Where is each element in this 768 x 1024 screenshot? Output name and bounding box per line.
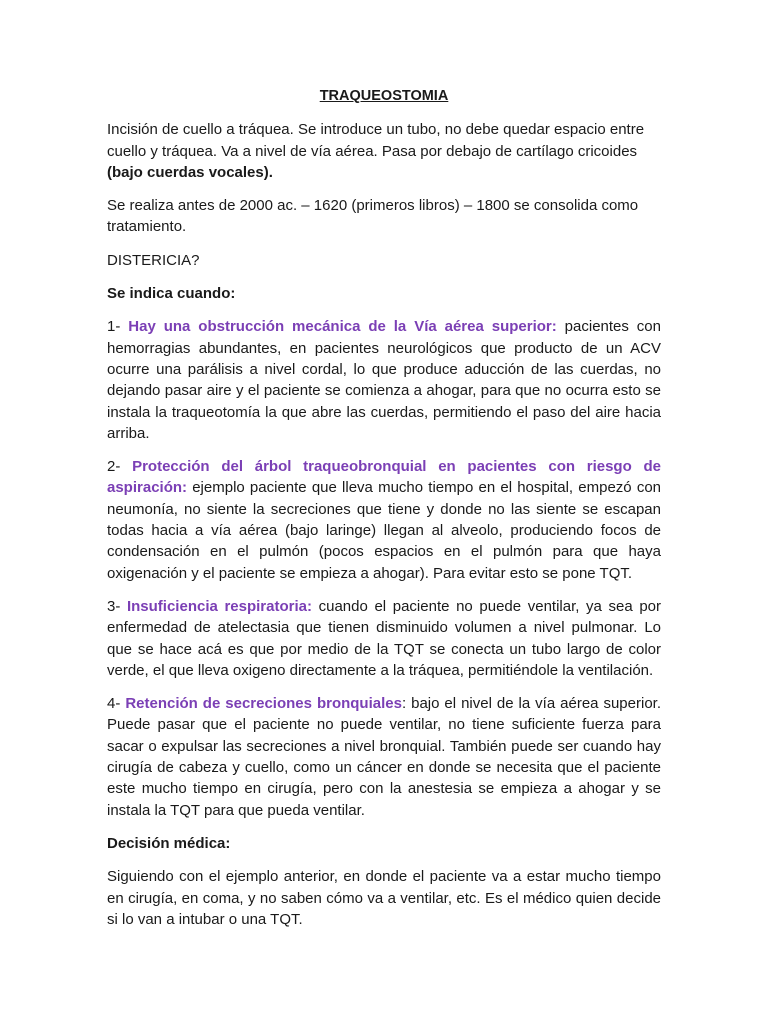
indication-number: 3- <box>107 597 127 615</box>
indication-text: ejemplo paciente que lleva mucho tiempo en el hospital, empezó con neumonía, no siente la secreciones que tiene y donde no las siente se escapan todas hacia a vía aérea (bajo laringe) llegan al alveolo, produciendo focos de condensación en el pulmón (pocos espacios en el pulmón para que haya oxigenación y el paciente se empieza a ahogar). Para evitar esto se pone TQT. <box>107 479 661 582</box>
indication-number: 4- <box>107 695 126 713</box>
indication-item <box>107 693 661 821</box>
indication-item <box>107 316 661 444</box>
indication-item <box>107 596 661 681</box>
intro-text: Incisión de cuello a tráquea. Se introduce un tubo, no debe quedar espacio entre cuello y tráquea. Va a nivel de vía aérea. Pasa por debajo de cartílago cricoides <box>107 121 645 160</box>
indication-item <box>107 456 661 584</box>
history-paragraph: Se realiza antes de 2000 ac. – 1620 (primeros libros) – 1800 se consolida como tratamiento. <box>107 197 639 236</box>
question-paragraph: DISTERICIA? <box>107 251 200 269</box>
intro-paragraph <box>107 119 661 183</box>
decision-paragraph: Siguiendo con el ejemplo anterior, en donde el paciente va a estar mucho tiempo en cirugía, en coma, y no saben cómo va a ventilar, etc. Es el médico quien decide si lo van a intubar o una TQT. <box>107 868 661 928</box>
indication-number: 2- <box>107 458 133 476</box>
indication-text: pacientes con hemorragias abundantes, en pacientes neurológicos que producto de un ACV ocurre una parálisis a nivel cordal, lo que produce aducción de las cuerdas, no dejando pasar aire y el paciente se comienza a ahogar, para que no ocurra esto se instala la traqueotomía la que abre las cuerdas, permitiendo el paso del aire hacia arriba. <box>107 318 661 442</box>
document-title: TRAQUEOSTOMIA <box>319 88 449 104</box>
indication-text: : bajo el nivel de la vía aérea superior. Puede pasar que el paciente no puede ventilar, no tiene suficiente fuerza para sacar o expulsar las secreciones a nivel bronquial. También puede ser cuando hay cirugía de cabeza y cuello, como un cáncer en donde se necesita que el paciente este mucho tiempo en cirugía, pero con la anestesia se empieza a ahogar y se instala la TQT para que pueda ventilar. <box>107 695 661 819</box>
indications-heading: Se indica cuando: <box>107 285 236 303</box>
indication-heading: Retención de secreciones bronquiales <box>125 695 402 713</box>
indication-heading: Insuficiencia respiratoria: <box>126 597 312 615</box>
indication-number: 1- <box>107 318 129 336</box>
indication-heading: Hay una obstrucción mecánica de la Vía aérea superior: <box>128 318 557 336</box>
indication-text: cuando el paciente no puede ventilar, ya sea por enfermedad de atelectasia que tienen disminuido volumen a nivel pulmonar. Lo que se hace acá es que por medio de la TQT se conecta un tubo largo de color verde, el que lleva oxigeno directamente a la tráquea, permitiéndole la ventilación. <box>107 597 661 679</box>
decision-heading: Decisión médica: <box>107 834 231 852</box>
intro-bold-text: (bajo cuerdas vocales). <box>107 163 273 181</box>
indication-heading: Protección del árbol traqueobronquial en pacientes con riesgo de aspiración: <box>107 458 661 497</box>
